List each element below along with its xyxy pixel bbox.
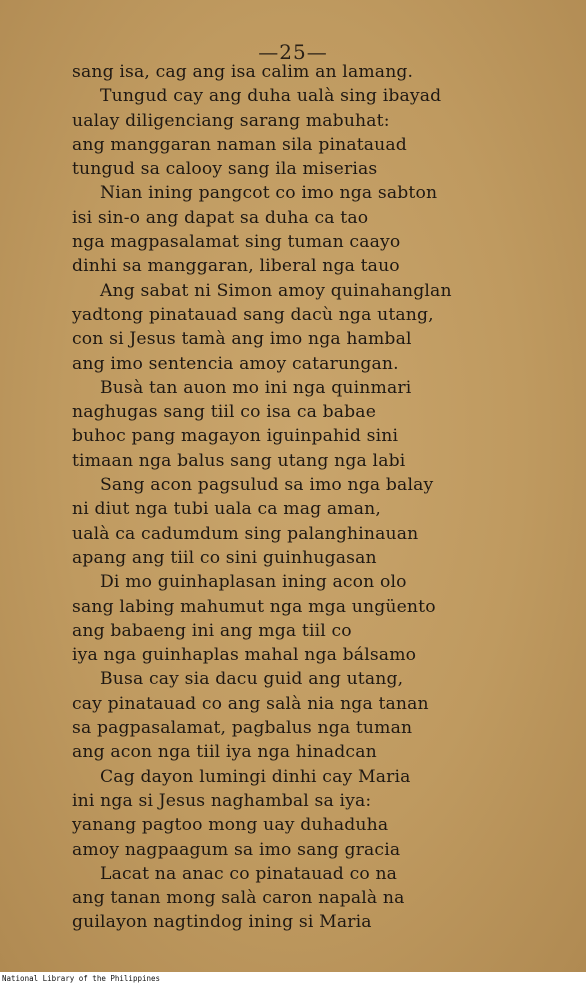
poem-line: amoy nagpaagum sa imo sang gracia	[72, 839, 401, 860]
poem-line: Sang acon pagsulud sa imo nga balay	[100, 475, 434, 496]
poem-line: buhoc pang magayon iguinpahid sini	[72, 426, 399, 447]
poem-line: Ang sabat ni Simon amoy quinahanglan	[100, 280, 452, 301]
poem-line: sang labing mahumut nga mga ungüento	[72, 596, 436, 617]
poem-line: isi sin-o ang dapat sa duha ca tao	[72, 207, 369, 228]
poem-line: Busà tan auon mo ini nga quinmari	[100, 377, 412, 398]
poem-line: Busa cay sia dacu guid ang utang,	[100, 669, 404, 690]
poem-line: Lacat na anac co pinatauad co na	[100, 863, 398, 884]
poem-line: ini nga si Jesus naghambal sa iya:	[72, 790, 372, 811]
poem-line: ang babaeng ini ang mga tiil co	[72, 620, 352, 641]
poem-line: Nian ining pangcot co imo nga sabton	[100, 183, 438, 204]
page-number: —25—	[258, 40, 328, 64]
poem-line: nga magpasalamat sing tuman caayo	[72, 232, 401, 253]
poem-line: guilayon nagtindog ining si Maria	[72, 912, 372, 933]
poem-line: yanang pagtoo mong uay duhaduha	[72, 815, 389, 836]
poem-line: con si Jesus tamà ang imo nga hambal	[72, 329, 412, 350]
poem-line: sang isa, cag ang isa calim an lamang.	[72, 62, 414, 82]
poem-line: ualay diligenciang sarang mabuhat:	[72, 110, 390, 131]
poem-line: dinhi sa manggaran, liberal nga tauo	[72, 256, 400, 277]
poem-line: timaan nga balus sang utang nga labi	[72, 450, 406, 471]
poem-line: apang ang tiil co sini guinhugasan	[72, 547, 377, 568]
poem-line: tungud sa calooy sang ila miserias	[72, 159, 378, 180]
poem-line: cay pinatauad co ang salà nia nga tanan	[72, 693, 429, 714]
poem-line: iya nga guinhaplas mahal nga bálsamo	[72, 645, 417, 666]
poem-text	[72, 60, 542, 935]
poem-line: Cag dayon lumingi dinhi cay Maria	[100, 766, 411, 787]
poem-line: yadtong pinatauad sang dacù nga utang,	[72, 304, 434, 325]
poem-line: Tungud cay ang duha ualà sing ibayad	[100, 86, 442, 107]
poem-line: naghugas sang tiil co isa ca babae	[72, 402, 377, 423]
poem-line: ang tanan mong salà caron napalà na	[72, 888, 405, 909]
poem-line: sa pagpasalamat, pagbalus nga tuman	[72, 718, 413, 739]
library-credit: National Library of the Philippines	[2, 974, 161, 983]
poem-line: ualà ca cadumdum sing palanghinauan	[72, 523, 419, 544]
poem-line: ni diut nga tubi uala ca mag aman,	[72, 499, 381, 520]
poem-line: ang acon nga tiil iya nga hinadcan	[72, 742, 377, 763]
poem-line: ang manggaran naman sila pinatauad	[72, 134, 407, 155]
poem-line: ang imo sentencia amoy catarungan.	[72, 353, 399, 374]
poem-line: Di mo guinhaplasan ining acon olo	[100, 572, 407, 593]
